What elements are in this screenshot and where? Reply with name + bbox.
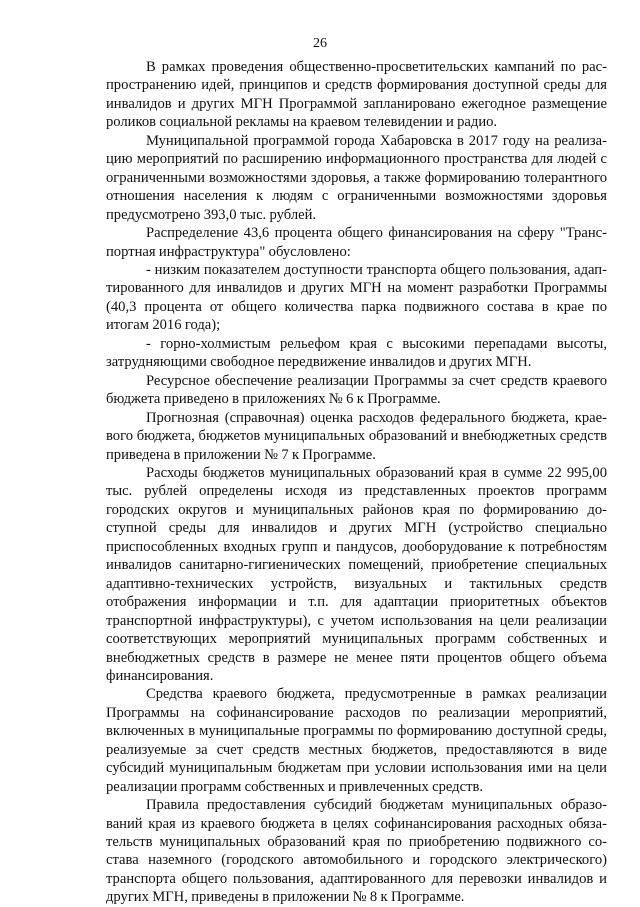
paragraph-forecast-estimate: Прогнозная (справочная) оценка расходов федерального бюджета, краевого бюджета, бюджетов муниципальных образований и внебюджетных средств приведена в приложении № 7 к Программе. <box>106 409 607 463</box>
list-item-terrain: - горно-холмистым рельефом края с высокими перепадами высоты, затрудняющими свободное передвижение инвалидов и других МГН. <box>106 335 607 371</box>
paragraph-subsidy-rules: Правила предоставления субсидий бюджетам муниципальных образований края из краевого бюджета в целях софинансирования расходных обязательств муниципальных образований края по приобретению подвижного состава наземного (городского автомобильного и городского электрического) транспорта общего пользования, адаптированного для перевозки инвалидов и других МГН, приведены в приложении № 8 к Программе. <box>106 797 607 906</box>
paragraph-social-ads: В рамках проведения общественно-просветительских кампаний по распространению идей, принципов и средств формирования доступной среды для инвалидов и других МГН Программой запланировано ежегодное размещение роликов социальной рекламы на краевом телевидении и радио. <box>106 59 607 131</box>
page-number: 26 <box>313 36 327 51</box>
paragraph-transport-distribution: Распределение 43,6 процента общего финансирования на сферу "Транспортная инфраструктура" обусловлено: <box>106 225 607 260</box>
paragraph-municipal-expenses: Расходы бюджетов муниципальных образований края в сумме 22 995,00 тыс. рублей определены исходя из представленных проектов программ городских округов и муниципальных районов края по формированию доступной среды для инвалидов и других МГН (устройство специально приспособленных входных групп и пандусов, дооборудование к потребностям инвалидов санитарно-гигиенических помещений, приобретение специальных адаптивно-технических устройств, визуальных и тактильных средств отображения информации и т.п. для адаптации приоритетных объектов транспортной инфраструктуры), с учетом использования на цели реализации соответствующих мероприятий муниципальных программ собственных и внебюджетных средств в размере не менее пяти процентов общего объема финансирования. <box>106 464 607 684</box>
document-body <box>106 58 607 907</box>
list-item-low-accessibility: - низким показателем доступности транспорта общего пользования, адаптированного для инвалидов и других МГН на момент разработки Программы (40,3 процента от общего количества парка подвижного состава в крае по итогам 2016 года); <box>106 261 607 334</box>
paragraph-resource-provision: Ресурсное обеспечение реализации Программы за счет средств краевого бюджета приведено в приложениях № 6 к Программе. <box>106 372 607 408</box>
paragraph-khabarovsk-program: Муниципальной программой города Хабаровска в 2017 году на реализацию мероприятий по расширению информационного пространства для людей с ограниченными возможностями здоровья, а также формированию толерантного отношения населения к людям с ограниченными возможностями здоровья предусмотрено 393,0 тыс. рублей. <box>106 132 607 223</box>
paragraph-regional-funds: Средства краевого бюджета, предусмотренные в рамках реализации Программы на софинансирование расходов по реализации мероприятий, включенных в муниципальные программы по формированию доступной среды, реализуемые за счет средств местных бюджетов, предоставляются в виде субсидий муниципальным бюджетам при условии использования ими на цели реализации программ собственных и привлеченных средств. <box>106 686 607 795</box>
